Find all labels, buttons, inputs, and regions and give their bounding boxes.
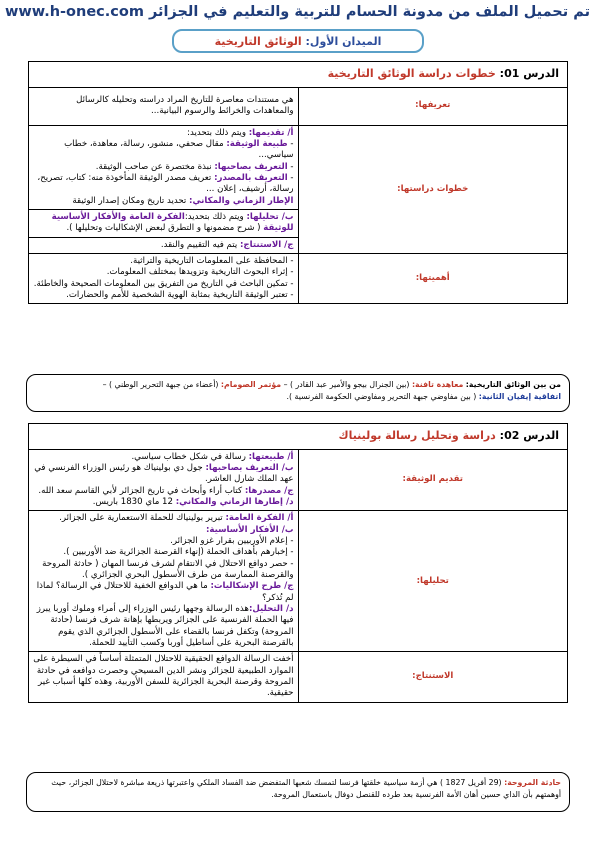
problem-line: ج/ طرح الإشكاليات: ما هي الدوافع الخفية للاحتلال في الرسالة؟ لماذا لم تُذكر؟ — [36, 581, 294, 603]
doc-author: ب/ التعريف بصاحبها: جول دي بولينياك هو رئيس الوزراء الفرنسي في عهد الملك شارل العاشر. — [34, 462, 294, 485]
doc-nature: أ/ طبيعتها: رسالة في شكل خطاب سياسي. — [131, 451, 294, 462]
doc-source: ج/ مصدرها: كتاب أراء وأبحاث في تاريخ الجزائر لأبي القاسم سعد الله. — [38, 485, 294, 496]
main-ideas-head: ب/ الأفكار الأساسية: — [205, 524, 294, 535]
analysis-line: ب/ تحليلها: ويتم ذلك بتحديد:الفكرة العامة والأفكار الأساسية للوثيقة ( شرح مضمونها و التطرق لبعض الإشكاليات وتحليلها ). — [29, 209, 298, 235]
lesson2-presentation-label: تقديم الوثيقة: — [298, 449, 568, 511]
main-idea-item: - إخبارهم بأهداف الحملة (إنهاء القرصنة الجزائرية ضد الأوربيين ). — [33, 547, 294, 558]
lesson2-table — [28, 423, 568, 703]
importance-item: - إثراء البحوث التاريخية وتزويدها بمختلف المعلومات. — [33, 267, 294, 278]
lesson1-importance-label: أهميتها: — [298, 253, 568, 303]
historical-documents-note: من بين الوثائق التاريخية: معاهدة تافنة: (بين الجنرال بيجو والأمير عبد القادر ) – مؤتمر الصومام: (أعضاء من جبهة التحرير الوطني ) – اتفاقية إيفيان الثانية: ( بين مفاوضي جبهة التحرير ومفاوضي الحكومة الفرنسية ). — [26, 374, 570, 412]
importance-item: - تعتبر الوثيقة التاريخية بمثابة الهوية الشخصية للأمم والحضارات. — [33, 290, 294, 301]
lesson2-conclusion-text: أخفت الرسالة الدوافع الحقيقية للاحتلال المتمثلة أساساً في السيطرة على الموارد الطبيعية للجزائر ونشر الدين المسيحي وحصرت دوافعه في حادثة المروحة وقرصنة البحرية الجزائرية للسفن الأوربية، وهذه كلها أسباب غير حقيقية. — [29, 652, 299, 702]
interpretation-line: د/ التحليل:هذه الرسالة وجهها رئيس الوزراء إلى أمراء وملوك أوربا يبرز فيها الحملة الفرنسية على الجزائر ويربطها بإهانة شرف فرنسا (حادثة المروحة) وتكفل فرنسا بالقضاء على الأسطول الجزائري الذي يقوم بالقرصنة البحرية على أساطيل أوربا وكسب التأييد للحملة. — [36, 603, 294, 649]
download-banner — [0, 4, 595, 20]
conclusion-line: ج/ الاستنتاج: يتم فيه التقييم والنقد. — [29, 237, 298, 251]
intro-source: - التعريف بالمصدر: تعريف مصدر الوثيقة المأخوذة منه: كتاب، تصريح، رسالة، أرشيف، إعلان ... — [33, 173, 294, 196]
lesson1-definition-text: هي مستندات معاصرة للتاريخ المراد دراسته وتحليله كالرسائل والمعاهدات والخرائط والرسوم البيانية... — [29, 87, 299, 125]
lesson1-steps-cell — [29, 125, 299, 253]
lesson2-title: الدرس 02: دراسة وتحليل رسالة بولينياك — [29, 424, 568, 450]
lesson2-conclusion-label: الاستنتاج: — [298, 652, 568, 702]
importance-item: - المحافظة على المعلومات التاريخية والتراثية. — [33, 256, 294, 267]
intro-nature: - طبيعة الوثيقة: مقال صحفي، منشور، رسالة، معاهدة، خطاب سياسي... — [33, 139, 294, 162]
main-idea-item: - حصر دوافع الاحتلال في الانتقام لشرف فرنسا المهان ( حادثة المروحة والقرصنة الممارسة من طرف الأسطول البحري الجزائري ). — [33, 559, 294, 582]
doc-frame: د/ إطارها الزماني والمكاني: 12 ماي 1830 باريس. — [92, 496, 294, 507]
general-idea: أ/ الفكرة العامة: تبرير بولينياك للحملة الاستعمارية على الجزائر. — [59, 513, 294, 524]
intro-author: - التعريف بصاحبها: نبذة مختصرة عن صاحب الوثيقة. — [33, 162, 294, 173]
lesson1-definition-label: تعريفها: — [298, 87, 568, 125]
fan-incident-note: حادثة المروحة: (29 أفريل 1827 ) هي أزمة سياسية خلقتها فرنسا لتمسك شعبها المتفضض ضد الفساد الملكي واعتبرتها ذريعة مباشرة لاحتلال الجزائر، حيث أوهمتهم بأن الداي حسين أهان الأمة الفرنسية بعد طرده للقنصل دوفال باستعمال المروحة. — [26, 772, 570, 812]
field-title-box — [172, 29, 424, 53]
lesson1-importance-cell — [29, 253, 299, 303]
banner-text: تم تحميل الملف من مدونة الحسام للتربية والتعليم في الجزائر — [149, 4, 591, 20]
lesson2-analysis-label: تحليلها: — [298, 511, 568, 652]
main-idea-item: - إعلام الأوربيين بقرار غزو الجزائر. — [33, 536, 294, 547]
lesson1-steps-label: خطوات دراستها: — [298, 125, 568, 253]
field-title-name: الوثائق التاريخية — [214, 34, 302, 48]
banner-url[interactable]: www.h-onec.com — [4, 4, 144, 20]
lesson1-table — [28, 61, 568, 304]
lesson1-title: الدرس 01: خطوات دراسة الوثائق التاريخية — [29, 62, 568, 88]
intro-line: أ/ تقديمها: ويتم ذلك بتحديد: — [187, 127, 294, 138]
lesson2-analysis-cell — [29, 511, 299, 652]
importance-item: - تمكين الباحث في التاريخ من التفريق بين المعلومات الصحيحة والخاطئة. — [33, 279, 294, 290]
lesson2-presentation-cell — [29, 449, 299, 511]
intro-frame: الإطار الزماني والمكاني: تحديد تاريخ ومكان إصدار الوثيقة — [72, 195, 294, 206]
field-title-prefix: الميدان الأول: — [305, 34, 382, 48]
